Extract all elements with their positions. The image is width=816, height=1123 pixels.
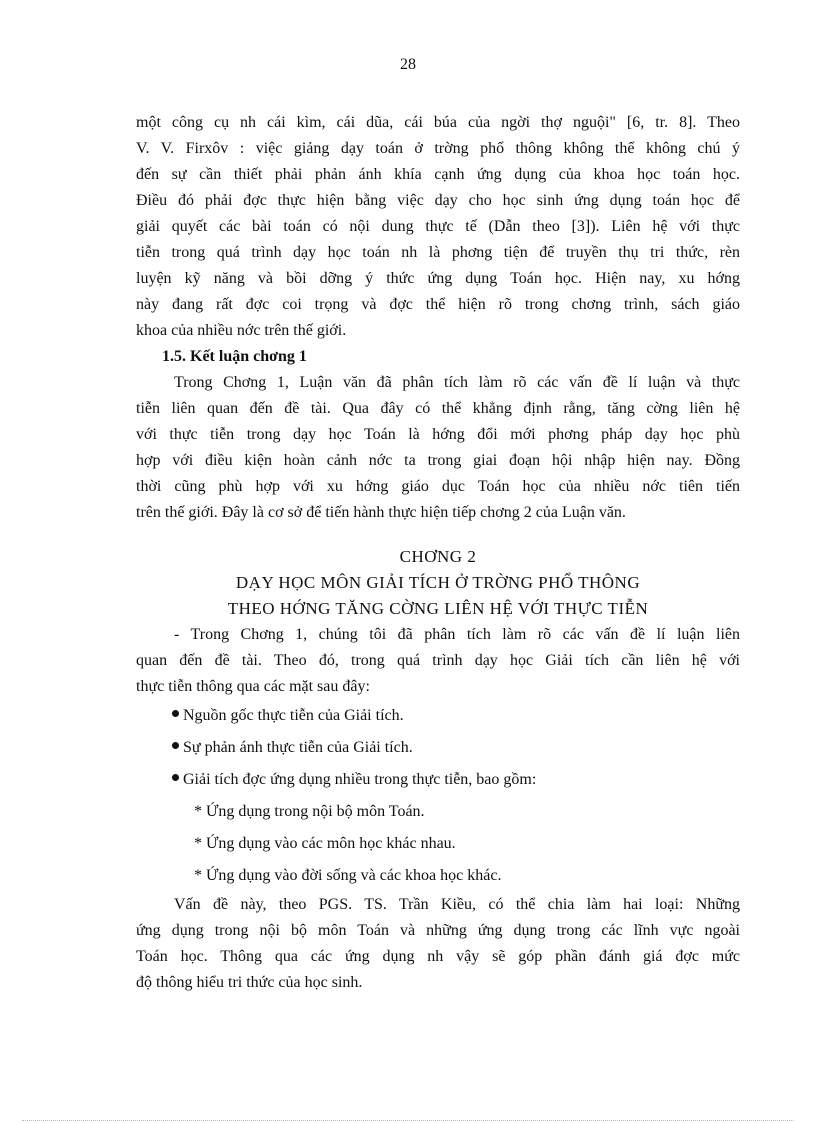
- paragraph-2: [136, 370, 740, 526]
- text-line: V. V. Firxôv : việc giảng dạy toán ở trờng phổ thông không thể không chú ý: [136, 140, 740, 157]
- asterisk-icon: *: [194, 867, 202, 884]
- bullet-list: [136, 700, 740, 796]
- text-line: thời cũng phù hợp với xu hớng giáo dục Toán học của nhiều nớc tiên tiến: [136, 478, 740, 495]
- text-line: khoa của nhiều nớc trên thế giới.: [136, 322, 347, 339]
- text-line: đến sự cần thiết phải phản ánh khía cạnh ứng dụng của khoa học toán học.: [136, 166, 740, 183]
- sub-list-item: * Ứng dụng vào các môn học khác nhau.: [194, 835, 456, 852]
- text-line: thực tiễn thông qua các mặt sau đây:: [136, 678, 370, 695]
- text-line: Vấn đề này, theo PGS. TS. Trần Kiều, có thể chia làm hai loại: Những: [174, 896, 740, 913]
- text-line: độ thông hiểu tri thức của học sinh.: [136, 974, 363, 991]
- chapter-number: CHƠNG 2: [399, 547, 477, 566]
- paragraph-1: [136, 110, 740, 344]
- text-line: trên thế giới. Đây là cơ sở để tiến hành thực hiện tiếp chơng 2 của Luận văn.: [136, 504, 626, 521]
- page-number: 28: [400, 56, 416, 73]
- asterisk-icon: *: [194, 803, 202, 820]
- page-footer-rule: [22, 1120, 794, 1121]
- text-line: ứng dụng trong nội bộ môn Toán và những ứng dụng trong các lĩnh vực ngoài: [136, 922, 740, 939]
- sub-list: [136, 796, 740, 892]
- document-body: [136, 110, 740, 996]
- text-line: này đang rất đợc coi trọng và đợc thể hiện rõ trong chơng trình, sách giáo: [136, 296, 740, 313]
- sub-list-item: * Ứng dụng vào đời sống và các khoa học khác.: [194, 867, 502, 884]
- paragraph-4: [136, 892, 740, 996]
- list-item: Nguồn gốc thực tiễn của Giải tích.: [136, 700, 740, 732]
- text-line: tiễn trong quá trình dạy học toán nh là phơng tiện để truyền thụ tri thức, rèn: [136, 244, 740, 261]
- text-line: quan đến đề tài. Theo đó, trong quá trình dạy học Giải tích cần liên hệ với: [136, 652, 740, 669]
- section-heading: 1.5. Kết luận chơng 1: [162, 348, 307, 365]
- text-line: tiễn liên quan đến đề tài. Qua đây có thể khẳng định rằng, tăng cờng liên hệ: [136, 400, 740, 417]
- list-item: Sự phản ánh thực tiễn của Giải tích.: [136, 732, 740, 764]
- bullet-icon: [172, 742, 179, 749]
- paragraph-3: [136, 622, 740, 700]
- text-line: - Trong Chơng 1, chúng tôi đã phân tích làm rõ các vấn đề lí luận liên: [174, 626, 740, 643]
- text-line: với thực tiễn trong dạy học Toán là hớng đổi mới phơng pháp dạy học phù: [136, 426, 740, 443]
- text-line: giải quyết các bài toán có nội dung thực tế (Dẫn theo [3]). Liên hệ với thực: [136, 218, 740, 235]
- sub-list-item: * Ứng dụng trong nội bộ môn Toán.: [194, 803, 425, 820]
- chapter-title-line: DẠY HỌC MÔN GIẢI TÍCH Ở TRỜNG PHỔ THÔNG: [235, 573, 641, 592]
- text-line: một công cụ nh cái kìm, cái dũa, cái búa của ngời thợ nguội" [6, tr. 8]. Theo: [136, 114, 740, 131]
- text-line: hợp với điều kiện hoàn cảnh nớc ta trong giai đoạn hội nhập hiện nay. Đồng: [136, 452, 740, 469]
- chapter-heading: [136, 544, 740, 622]
- list-item: Giải tích đợc ứng dụng nhiều trong thực tiễn, bao gồm:: [136, 764, 740, 796]
- asterisk-icon: *: [194, 835, 202, 852]
- text-line: Trong Chơng 1, Luận văn đã phân tích làm rõ các vấn đề lí luận và thực: [174, 374, 740, 391]
- bullet-icon: [172, 774, 179, 781]
- text-line: Điều đó phải đợc thực hiện bằng việc dạy cho học sinh ứng dụng toán học để: [136, 192, 740, 209]
- chapter-title-line: THEO HỚNG TĂNG CỜNG LIÊN HỆ VỚI THỰC TIỄN: [227, 599, 649, 618]
- bullet-icon: [172, 710, 179, 717]
- text-line: Toán học. Thông qua các ứng dụng nh vậy sẽ góp phần đánh giá đợc mức: [136, 948, 740, 965]
- text-line: luyện kỹ năng và bồi dỡng ý thức ứng dụng Toán học. Hiện nay, xu hớng: [136, 270, 740, 287]
